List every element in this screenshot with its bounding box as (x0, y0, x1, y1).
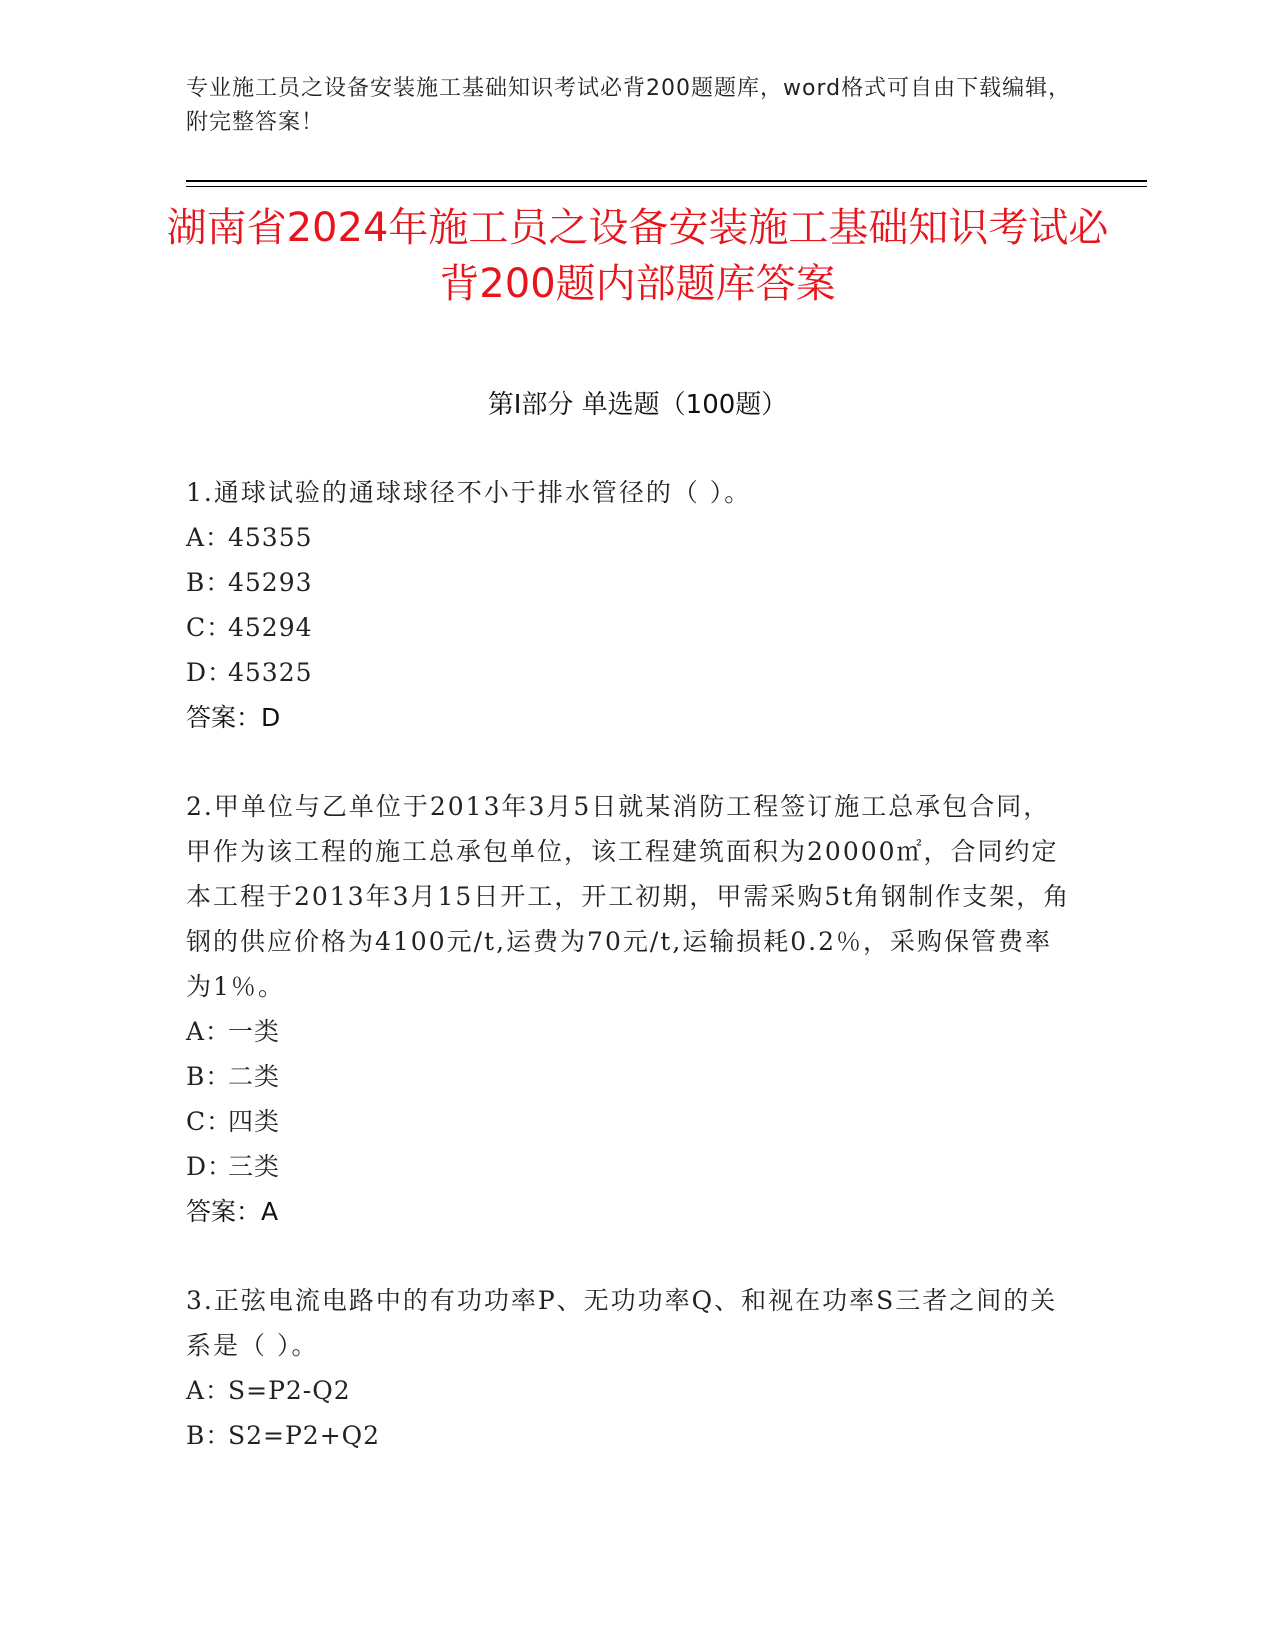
option-a (186, 1368, 1076, 1413)
section-title: 第Ⅰ部分 单选题（100题） (487, 390, 788, 420)
option-text: 45355 (228, 523, 313, 552)
option-letter: A： (186, 1017, 232, 1046)
question-3 (186, 1278, 1076, 1458)
option-b (186, 1413, 1076, 1458)
option-letter: D： (186, 658, 234, 687)
answer-line: 答案：D (186, 703, 281, 732)
option-c (186, 1099, 1076, 1144)
option-b (186, 560, 1076, 605)
question-stem: 1.通球试验的通球球径不小于排水管径的（ ）。 (186, 478, 752, 507)
option-text: 45325 (228, 658, 313, 687)
question-1 (186, 470, 1076, 740)
option-d (186, 1144, 1076, 1189)
question-2 (186, 784, 1076, 1234)
header-note: 专业施工员之设备安装施工基础知识考试必背200题题库，word格式可自由下载编辑，附完整答案！ (186, 76, 1072, 135)
option-text: 四类 (228, 1107, 281, 1136)
option-text: S=P2-Q2 (228, 1376, 351, 1405)
answer-line: 答案：A (186, 1197, 279, 1226)
option-letter: C： (186, 613, 233, 642)
option-letter: B： (186, 1421, 232, 1450)
option-text: 45294 (228, 613, 313, 642)
option-d (186, 650, 1076, 695)
option-text: 45293 (228, 568, 313, 597)
option-text: S2=P2+Q2 (228, 1421, 381, 1450)
option-letter: B： (186, 568, 232, 597)
header-divider-thick (186, 180, 1147, 182)
option-text: 二类 (228, 1062, 281, 1091)
option-b (186, 1054, 1076, 1099)
option-letter: B： (186, 1062, 232, 1091)
question-list (186, 470, 1076, 1502)
option-letter: C： (186, 1107, 233, 1136)
option-c (186, 605, 1076, 650)
option-letter: A： (186, 523, 232, 552)
option-a (186, 515, 1076, 560)
option-letter: A： (186, 1376, 232, 1405)
question-stem: 2.甲单位与乙单位于2013年3月5日就某消防工程签订施工总承包合同，甲作为该工程的施工总承包单位，该工程建筑面积为20000㎡，合同约定本工程于2013年3月15日开工，开工初期，甲需采购5t角钢制作支架，角钢的供应价格为4100元/t,运费为70元/t,运输损耗0.2％，采购保管费率为1％。 (186, 792, 1071, 1001)
option-text: 一类 (228, 1017, 281, 1046)
document-title: 湖南省2024年施工员之设备安装施工基础知识考试必背200题内部题库答案 (166, 205, 1109, 307)
option-a (186, 1009, 1076, 1054)
header-divider-thin (186, 186, 1147, 187)
option-text: 三类 (228, 1152, 281, 1181)
option-letter: D： (186, 1152, 234, 1181)
question-stem: 3.正弦电流电路中的有功功率P、无功功率Q、和视在功率S三者之间的关系是（ ）。 (186, 1286, 1058, 1360)
